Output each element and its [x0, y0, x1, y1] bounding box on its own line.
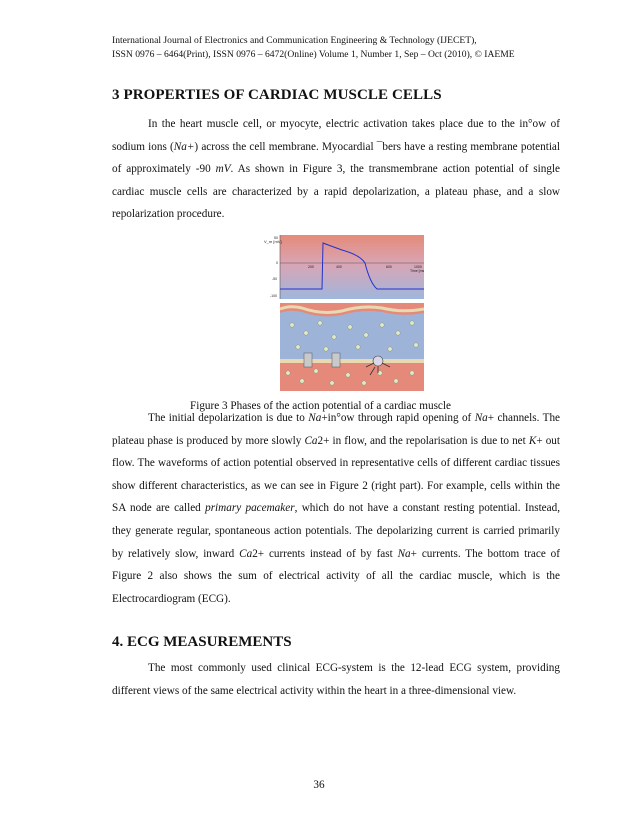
x-tick-label: 1000: [414, 265, 422, 269]
x-tick-label: 400: [336, 265, 342, 269]
action-potential-illustration: [262, 233, 424, 395]
section-3-paragraph: In the heart muscle cell, or myocyte, electric activation takes place due to the in°ow of sodium ions (Na+) across the cell membrane. Myocardial ¯bers have a resting membrane potential of approximately -90 mV. As shown in Figure 3, the transmembrane action potential of single cardiac muscle cells are characterized by a rapid depolarization, a plateau phase, and a slow repolarization procedure.: [112, 118, 560, 221]
action-potential-figure: [262, 233, 424, 395]
x-tick-label: 200: [308, 265, 314, 269]
figure-caption: Figure 3 Phases of the action potential of a cardiac muscle: [190, 400, 451, 412]
y-tick-label: 0: [276, 261, 278, 265]
section-4-paragraph: The most commonly used clinical ECG-system is the 12-lead ECG system, providing different views of the same electrical activity within the heart in a three-dimensional view.: [112, 662, 560, 697]
header-line-1: International Journal of Electronics and Communication Engineering & Technology (IJECET),: [112, 35, 477, 46]
page-number: 36: [313, 779, 325, 791]
x-axis-unit: Time [ms]: [410, 269, 424, 273]
figure-3-discussion-paragraph: The initial depolarization is due to Na+in°ow through rapid opening of Na+ channels. The plateau phase is produced by more slowly Ca2+ in flow, and the repolarisation is due to net K+ out flow. The waveforms of action potential observed in representative cells of different cardiac tissues show different characteristics, as we can see in Figure 2 (right part). For example, cells within the SA node are called primary pacemaker, which do not have a constant resting potential. Instead, they generate regular, spontaneous action potentials. The depolarizing current is carried primarily by relatively slow, inward Ca2+ currents instead of by fast Na+ currents. The bottom trace of Figure 2 also shows the sum of electrical activity of all the cardiac muscle, which is the Electrocardiogram (ECG).: [112, 412, 561, 605]
y-tick-label: 50: [274, 236, 278, 240]
extracellular-band-bottom: [280, 361, 424, 391]
header-line-2: ISSN 0976 – 6464(Print), ISSN 0976 – 6472(Online) Volume 1, Number 1, Sep – Oct (2010), © IAEME: [112, 49, 515, 60]
section-4-heading: 4. ECG MEASUREMENTS: [112, 634, 292, 650]
journal-header: [112, 34, 582, 62]
y-axis-label: V_m [mV]: [264, 239, 282, 244]
y-tick-label: -50: [272, 277, 278, 281]
y-tick-label: -100: [270, 294, 278, 298]
x-tick-label: 600: [386, 265, 392, 269]
section-3-heading: 3 PROPERTIES OF CARDIAC MUSCLE CELLS: [112, 87, 442, 103]
